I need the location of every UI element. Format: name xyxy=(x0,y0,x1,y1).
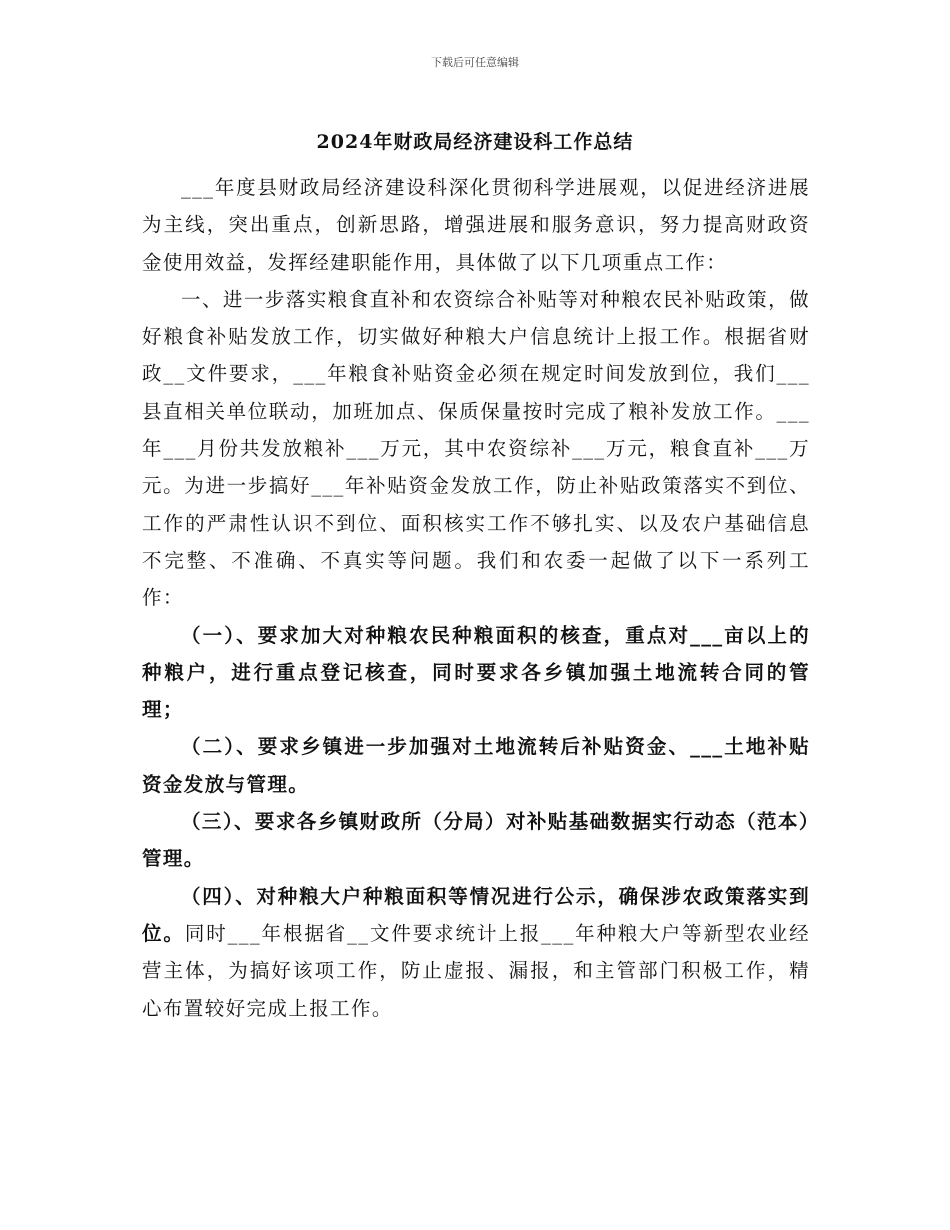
item-four-rest-text: 同时___年根据省__文件要求统计上报___年种粮大户等新型农业经营主体，为搞好该项工作，防止虚报、漏报，和主管部门积极工作，精心布置较好完成上报工作。 xyxy=(142,921,810,1020)
item-three-paragraph: （三）、要求各乡镇财政所（分局）对补贴基础数据实行动态（范本）管理。 xyxy=(142,810,810,871)
intro-paragraph: ___年度县财政局经济建设科深化贯彻科学进展观，以促进经济进展为主线，突出重点，创新思路，增强进展和服务意识，努力提高财政资金使用效益，发挥经建职能作用，具体做了以下几项重点工作： xyxy=(142,176,810,274)
page-header-note: 下载后可任意编辑 xyxy=(431,56,519,69)
item-four-paragraph xyxy=(142,878,810,1027)
item-four-bold-text: （四）、对种粮大户种粮面积等情况进行公示，确保涉农政策落实到位。 xyxy=(142,884,810,945)
item-two-paragraph: （二）、要求乡镇进一步加强对土地流转后补贴资金、___土地补贴资金发放与管理。 xyxy=(142,735,810,796)
document-body xyxy=(142,169,810,1027)
item-one-paragraph: （一）、要求加大对种粮农民种粮面积的核查，重点对___亩以上的种粮户，进行重点登记核查，同时要求各乡镇加强土地流转合同的管理； xyxy=(142,623,810,722)
document-title: 2024年财政局经济建设科工作总结 xyxy=(316,131,634,153)
section-one-paragraph: 一、进一步落实粮食直补和农资综合补贴等对种粮农民补贴政策，做好粮食补贴发放工作，切实做好种粮大户信息统计上报工作。根据省财政__文件要求，___年粮食补贴资金必须在规定时间发放到位，我们___县直相关单位联动，加班加点、保质保量按时完成了粮补发放工作。___年___月份共发放粮补___万元，其中农资综补___万元，粮食直补___万元。为进一步搞好___年补贴资金发放工作，防止补贴政策落实不到位、工作的严肃性认识不到位、面积核实工作不够扎实、以及农户基础信息不完整、不准确、不真实等问题。我们和农委一起做了以下一系列工作： xyxy=(142,287,810,610)
